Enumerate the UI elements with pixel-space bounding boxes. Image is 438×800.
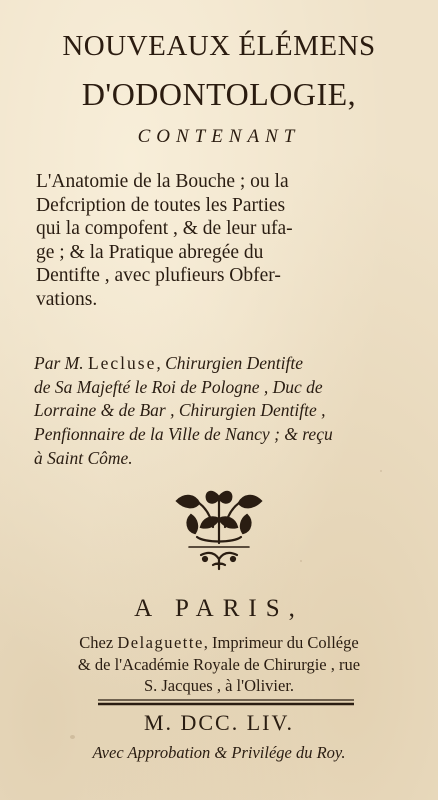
printer-role: , Imprimeur du Collége (203, 633, 359, 652)
printer-name: Delaguette (117, 633, 204, 652)
description-line: ge ; & la Pratique abregée du (36, 241, 264, 263)
title-line-1: NOUVEAUX ÉLÉMENS (62, 30, 376, 62)
publication-date: M. DCC. LIV. (143, 710, 295, 735)
royal-privilege: Avec Approbation & Privilége du Roy. (92, 743, 346, 762)
author-line-4: Penfionnaire de la Ville de Nancy ; & reçu (34, 424, 333, 445)
author-by: Par M. (34, 353, 88, 373)
description-block (36, 170, 416, 312)
description-line: Defcription de toutes les Parties (36, 194, 286, 216)
printer-line-1 (0, 632, 438, 654)
author-line-2: de Sa Majefté le Roi de Pologne , Duc de (34, 376, 323, 397)
author-line-5: à Saint Côme. (34, 447, 133, 468)
author-title: , Chirurgien Dentifte (156, 353, 304, 373)
printer-block (0, 632, 438, 697)
title-line-2: D'ODONTOLOGIE, (81, 76, 357, 112)
contenant-label: CONTENANT (137, 126, 301, 147)
description-line: Dentifte , avec plufieurs Obfer- (36, 265, 281, 287)
description-line: L'Anatomie de la Bouche ; ou la (36, 171, 289, 192)
printer-line-3: S. Jacques , à l'Olivier. (143, 676, 295, 695)
printer-line-2: & de l'Académie Royale de Chirurgie , rue (77, 654, 361, 674)
description-line: qui la compofent , & de leur ufa- (36, 218, 293, 240)
paper-speck (300, 560, 302, 562)
author-line-1 (34, 352, 424, 376)
description-line: vations. (36, 288, 98, 310)
printer-prefix: Chez (79, 633, 118, 652)
author-block (34, 352, 424, 470)
decorative-rule (98, 698, 354, 707)
fleuron-ornament (169, 485, 269, 575)
imprint-city: A PARIS, (134, 595, 304, 622)
author-name: Lecluse (87, 353, 157, 373)
author-line-3: Lorraine & de Bar , Chirurgien Dentifte , (34, 400, 326, 421)
